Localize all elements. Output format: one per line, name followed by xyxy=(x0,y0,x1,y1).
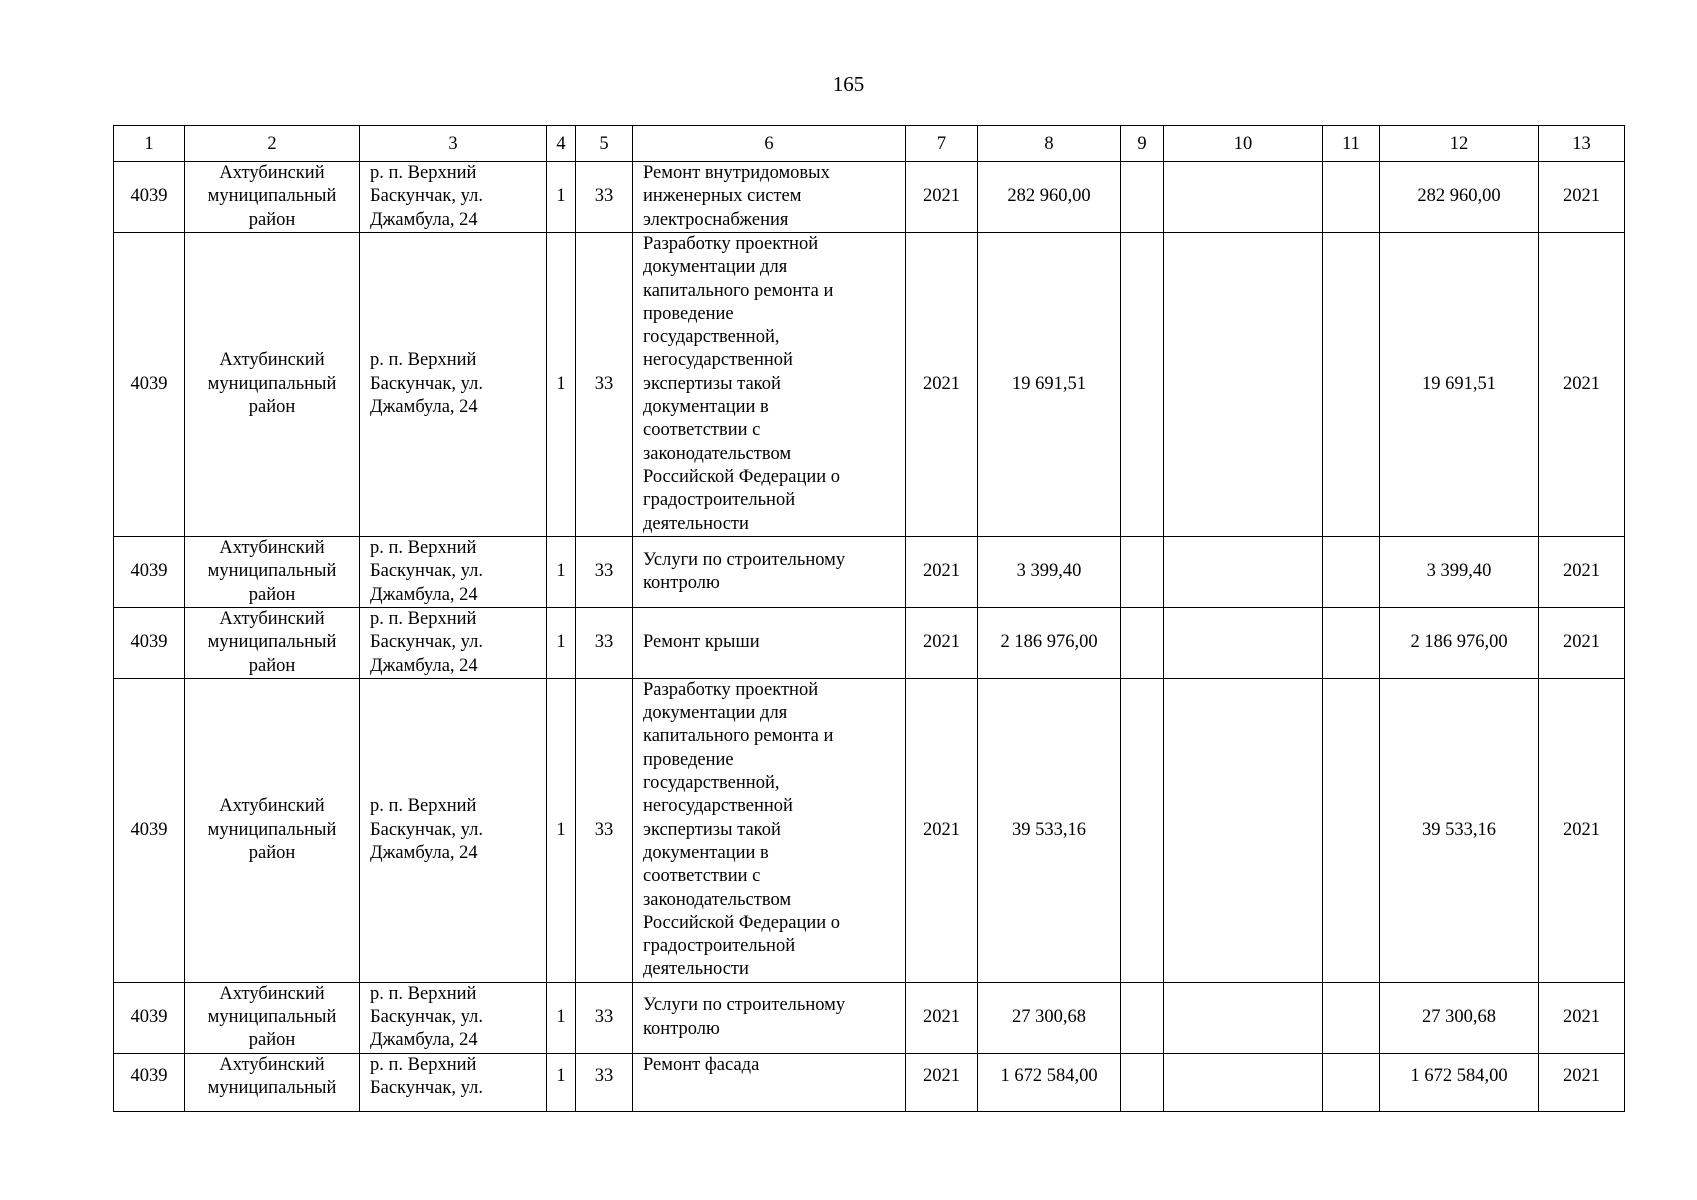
header-cell: 11 xyxy=(1323,126,1380,162)
cell-col11 xyxy=(1323,233,1380,537)
cell-col4: 1 xyxy=(547,982,576,1053)
cell-work-type: Ремонт фасада xyxy=(633,1053,906,1111)
cell-col10 xyxy=(1164,233,1323,537)
cell-total: 27 300,68 xyxy=(1380,982,1539,1053)
cell-col13: 2021 xyxy=(1539,678,1625,982)
table-row xyxy=(114,536,1625,607)
cell-col5: 33 xyxy=(576,1053,633,1111)
cell-cost: 19 691,51 xyxy=(978,233,1121,537)
cell-cost: 2 186 976,00 xyxy=(978,607,1121,678)
cell-id: 4039 xyxy=(114,982,185,1053)
header-cell: 2 xyxy=(185,126,360,162)
cell-cost: 282 960,00 xyxy=(978,162,1121,233)
cell-col9 xyxy=(1121,233,1164,537)
header-cell: 13 xyxy=(1539,126,1625,162)
cell-address: р. п. Верхний Баскунчак, ул. xyxy=(360,1053,547,1111)
cell-col5: 33 xyxy=(576,536,633,607)
cell-id: 4039 xyxy=(114,678,185,982)
cell-district: Ахтубинский муниципальный район xyxy=(185,162,360,233)
cell-year: 2021 xyxy=(906,536,978,607)
header-cell: 7 xyxy=(906,126,978,162)
cell-address: р. п. Верхний Баскунчак, ул. Джамбула, 24 xyxy=(360,233,547,537)
cell-address: р. п. Верхний Баскунчак, ул. Джамбула, 24 xyxy=(360,982,547,1053)
cell-col10 xyxy=(1164,1053,1323,1111)
cell-col10 xyxy=(1164,607,1323,678)
header-cell: 1 xyxy=(114,126,185,162)
cell-col5: 33 xyxy=(576,607,633,678)
cell-col4: 1 xyxy=(547,1053,576,1111)
cell-work-type: Разработку проектной документации для капитального ремонта и проведение государственной, негосударственной экспертизы такой документации в соответствии с законодательством Российской Федерации о градостроительной деятельности xyxy=(633,233,906,537)
cell-year: 2021 xyxy=(906,678,978,982)
capital-repair-table xyxy=(113,125,1625,1112)
table-row xyxy=(114,982,1625,1053)
header-cell: 3 xyxy=(360,126,547,162)
cell-total: 39 533,16 xyxy=(1380,678,1539,982)
cell-col13: 2021 xyxy=(1539,1053,1625,1111)
cell-col4: 1 xyxy=(547,678,576,982)
cell-district: Ахтубинский муниципальный район xyxy=(185,678,360,982)
header-cell: 5 xyxy=(576,126,633,162)
cell-work-type: Разработку проектной документации для капитального ремонта и проведение государственной, негосударственной экспертизы такой документации в соответствии с законодательством Российской Федерации о градостроительной деятельности xyxy=(633,678,906,982)
cell-col11 xyxy=(1323,982,1380,1053)
cell-district: Ахтубинский муниципальный район xyxy=(185,233,360,537)
cell-col13: 2021 xyxy=(1539,982,1625,1053)
cell-id: 4039 xyxy=(114,233,185,537)
cell-col5: 33 xyxy=(576,233,633,537)
header-cell: 10 xyxy=(1164,126,1323,162)
cell-district: Ахтубинский муниципальный район xyxy=(185,536,360,607)
cell-district: Ахтубинский муниципальный xyxy=(185,1053,360,1111)
cell-work-type: Ремонт внутридомовых инженерных систем электроснабжения xyxy=(633,162,906,233)
cell-col13: 2021 xyxy=(1539,536,1625,607)
cell-col11 xyxy=(1323,678,1380,982)
cell-cost: 3 399,40 xyxy=(978,536,1121,607)
cell-cost: 1 672 584,00 xyxy=(978,1053,1121,1111)
cell-col5: 33 xyxy=(576,678,633,982)
header-cell: 9 xyxy=(1121,126,1164,162)
cell-district: Ахтубинский муниципальный район xyxy=(185,982,360,1053)
cell-work-type: Услуги по строительному контролю xyxy=(633,982,906,1053)
cell-col11 xyxy=(1323,1053,1380,1111)
table-row xyxy=(114,1053,1625,1111)
cell-col4: 1 xyxy=(547,536,576,607)
cell-work-type: Услуги по строительному контролю xyxy=(633,536,906,607)
cell-col4: 1 xyxy=(547,162,576,233)
cell-total: 282 960,00 xyxy=(1380,162,1539,233)
cell-col10 xyxy=(1164,536,1323,607)
cell-district: Ахтубинский муниципальный район xyxy=(185,607,360,678)
header-cell: 12 xyxy=(1380,126,1539,162)
cell-year: 2021 xyxy=(906,162,978,233)
cell-col9 xyxy=(1121,162,1164,233)
cell-col9 xyxy=(1121,982,1164,1053)
table-row xyxy=(114,162,1625,233)
cell-year: 2021 xyxy=(906,982,978,1053)
cell-col11 xyxy=(1323,162,1380,233)
cell-col11 xyxy=(1323,607,1380,678)
cell-id: 4039 xyxy=(114,162,185,233)
cell-address: р. п. Верхний Баскунчак, ул. Джамбула, 24 xyxy=(360,607,547,678)
table-row xyxy=(114,678,1625,982)
table-row xyxy=(114,233,1625,537)
cell-col13: 2021 xyxy=(1539,607,1625,678)
cell-col4: 1 xyxy=(547,607,576,678)
cell-col9 xyxy=(1121,607,1164,678)
cell-col4: 1 xyxy=(547,233,576,537)
cell-col10 xyxy=(1164,678,1323,982)
cell-col10 xyxy=(1164,162,1323,233)
cell-id: 4039 xyxy=(114,536,185,607)
cell-year: 2021 xyxy=(906,607,978,678)
cell-work-type: Ремонт крыши xyxy=(633,607,906,678)
header-cell: 4 xyxy=(547,126,576,162)
cell-year: 2021 xyxy=(906,233,978,537)
cell-col11 xyxy=(1323,536,1380,607)
cell-address: р. п. Верхний Баскунчак, ул. Джамбула, 24 xyxy=(360,536,547,607)
cell-col5: 33 xyxy=(576,162,633,233)
cell-cost: 39 533,16 xyxy=(978,678,1121,982)
cell-id: 4039 xyxy=(114,607,185,678)
cell-total: 19 691,51 xyxy=(1380,233,1539,537)
table-header-row xyxy=(114,126,1625,162)
cell-col13: 2021 xyxy=(1539,162,1625,233)
cell-total: 1 672 584,00 xyxy=(1380,1053,1539,1111)
cell-address: р. п. Верхний Баскунчак, ул. Джамбула, 24 xyxy=(360,678,547,982)
cell-address: р. п. Верхний Баскунчак, ул. Джамбула, 24 xyxy=(360,162,547,233)
header-cell: 6 xyxy=(633,126,906,162)
header-cell: 8 xyxy=(978,126,1121,162)
cell-col13: 2021 xyxy=(1539,233,1625,537)
cell-cost: 27 300,68 xyxy=(978,982,1121,1053)
cell-id: 4039 xyxy=(114,1053,185,1111)
cell-year: 2021 xyxy=(906,1053,978,1111)
cell-col9 xyxy=(1121,1053,1164,1111)
cell-col10 xyxy=(1164,982,1323,1053)
cell-total: 2 186 976,00 xyxy=(1380,607,1539,678)
cell-col9 xyxy=(1121,678,1164,982)
cell-total: 3 399,40 xyxy=(1380,536,1539,607)
cell-col9 xyxy=(1121,536,1164,607)
page-number: 165 xyxy=(832,72,865,96)
cell-col5: 33 xyxy=(576,982,633,1053)
table-row xyxy=(114,607,1625,678)
